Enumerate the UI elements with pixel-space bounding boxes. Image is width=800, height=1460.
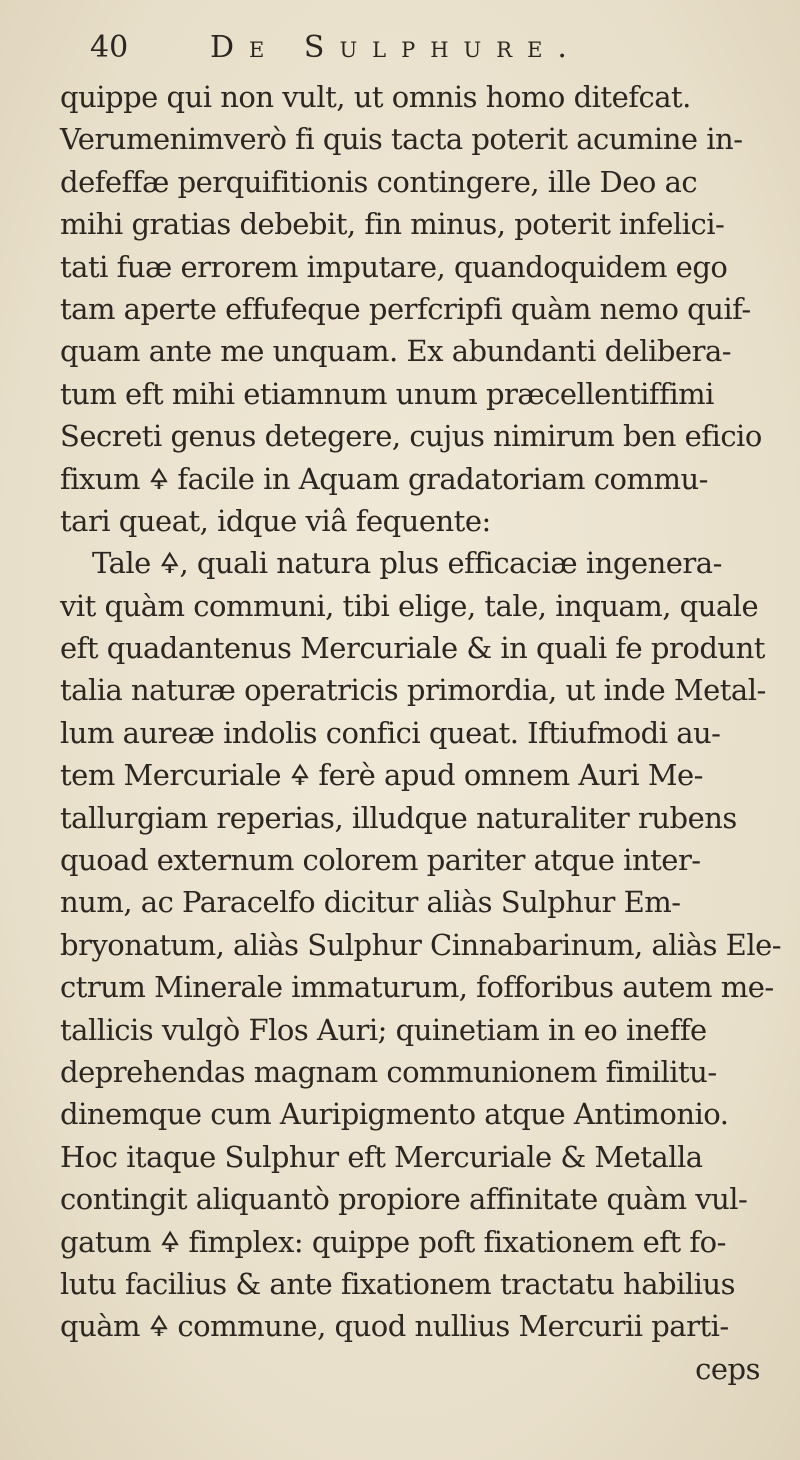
body-text: [60, 76, 782, 1390]
text-line: eft quadantenus Mercuriale & in quali fe produnt: [60, 631, 765, 666]
text-line: dinemque cum Auripigmento atque Antimonio.: [60, 1097, 729, 1132]
text-line: tati fuæ errorem imputare, quandoquidem ego: [60, 249, 728, 284]
text-line: num, ac Paracelfo dicitur aliàs Sulphur Em-: [60, 885, 681, 920]
page-header: [90, 30, 710, 80]
text-line: tem Mercuriale 🜍 ferè apud omnem Auri Me-: [60, 758, 703, 793]
text-line: Hoc itaque Sulphur eft Mercuriale & Metalla: [60, 1139, 703, 1174]
text-line: quoad externum colorem pariter atque inter-: [60, 843, 701, 878]
text-line: quippe qui non vult, ut omnis homo ditefcat.: [60, 80, 691, 114]
text-line: quàm 🜍 commune, quod nullius Mercurii parti-: [60, 1309, 729, 1344]
text-line: quam ante me unquam. Ex abundanti delibera-: [60, 334, 732, 369]
text-line: defeffæ perquifitionis contingere, ille Deo ac: [60, 164, 698, 199]
text-line: deprehendas magnam communionem fimilitu-: [60, 1054, 717, 1089]
text-line: contingit aliquantò propiore affinitate quàm vul-: [60, 1182, 748, 1217]
page-number: 40: [90, 30, 129, 65]
text-line: Secreti genus detegere, cujus nimirum ben eficio: [60, 419, 762, 454]
text-line: Verumenimverò fi quis tacta poterit acumine in-: [60, 122, 743, 157]
text-line: vit quàm communi, tibi elige, tale, inquam, quale: [60, 588, 759, 623]
text-line: lutu facilius & ante fixationem tractatu habilius: [60, 1266, 735, 1301]
text-line: bryonatum, aliàs Sulphur Cinnabarinum, aliàs Ele-: [60, 927, 782, 962]
text-line: ctrum Minerale immaturum, fofforibus autem me-: [60, 970, 774, 1005]
text-line: tallicis vulgò Flos Auri; quinetiam in eo ineffe: [60, 1012, 707, 1047]
text-line: lum aureæ indolis confici queat. Iftiufmodi au-: [60, 715, 721, 750]
text-line: tum eft mihi etiamnum unum præcellentiffimi: [60, 376, 714, 411]
text-line: tallurgiam reperias, illudque naturaliter rubens: [60, 800, 737, 835]
text-line: mihi gratias debebit, fin minus, poterit infelici-: [60, 207, 725, 242]
catchword: ceps: [695, 1351, 760, 1386]
text-line: gatum 🜍 fimplex: quippe poft fixationem eft fo-: [60, 1224, 726, 1259]
text-line: talia naturæ operatricis primordia, ut inde Metal-: [60, 673, 766, 708]
running-title: De Sulphure.: [210, 30, 582, 65]
text-line: fixum 🜍 facile in Aquam gradatoriam commu-: [60, 461, 708, 496]
text-line: tari queat, idque viâ fequente:: [60, 503, 491, 538]
text-line: tam aperte effufeque perfcripfi quàm nemo quif-: [60, 291, 751, 326]
text-line: Tale 🜍, quali natura plus efficaciæ ingenera-: [92, 546, 722, 581]
